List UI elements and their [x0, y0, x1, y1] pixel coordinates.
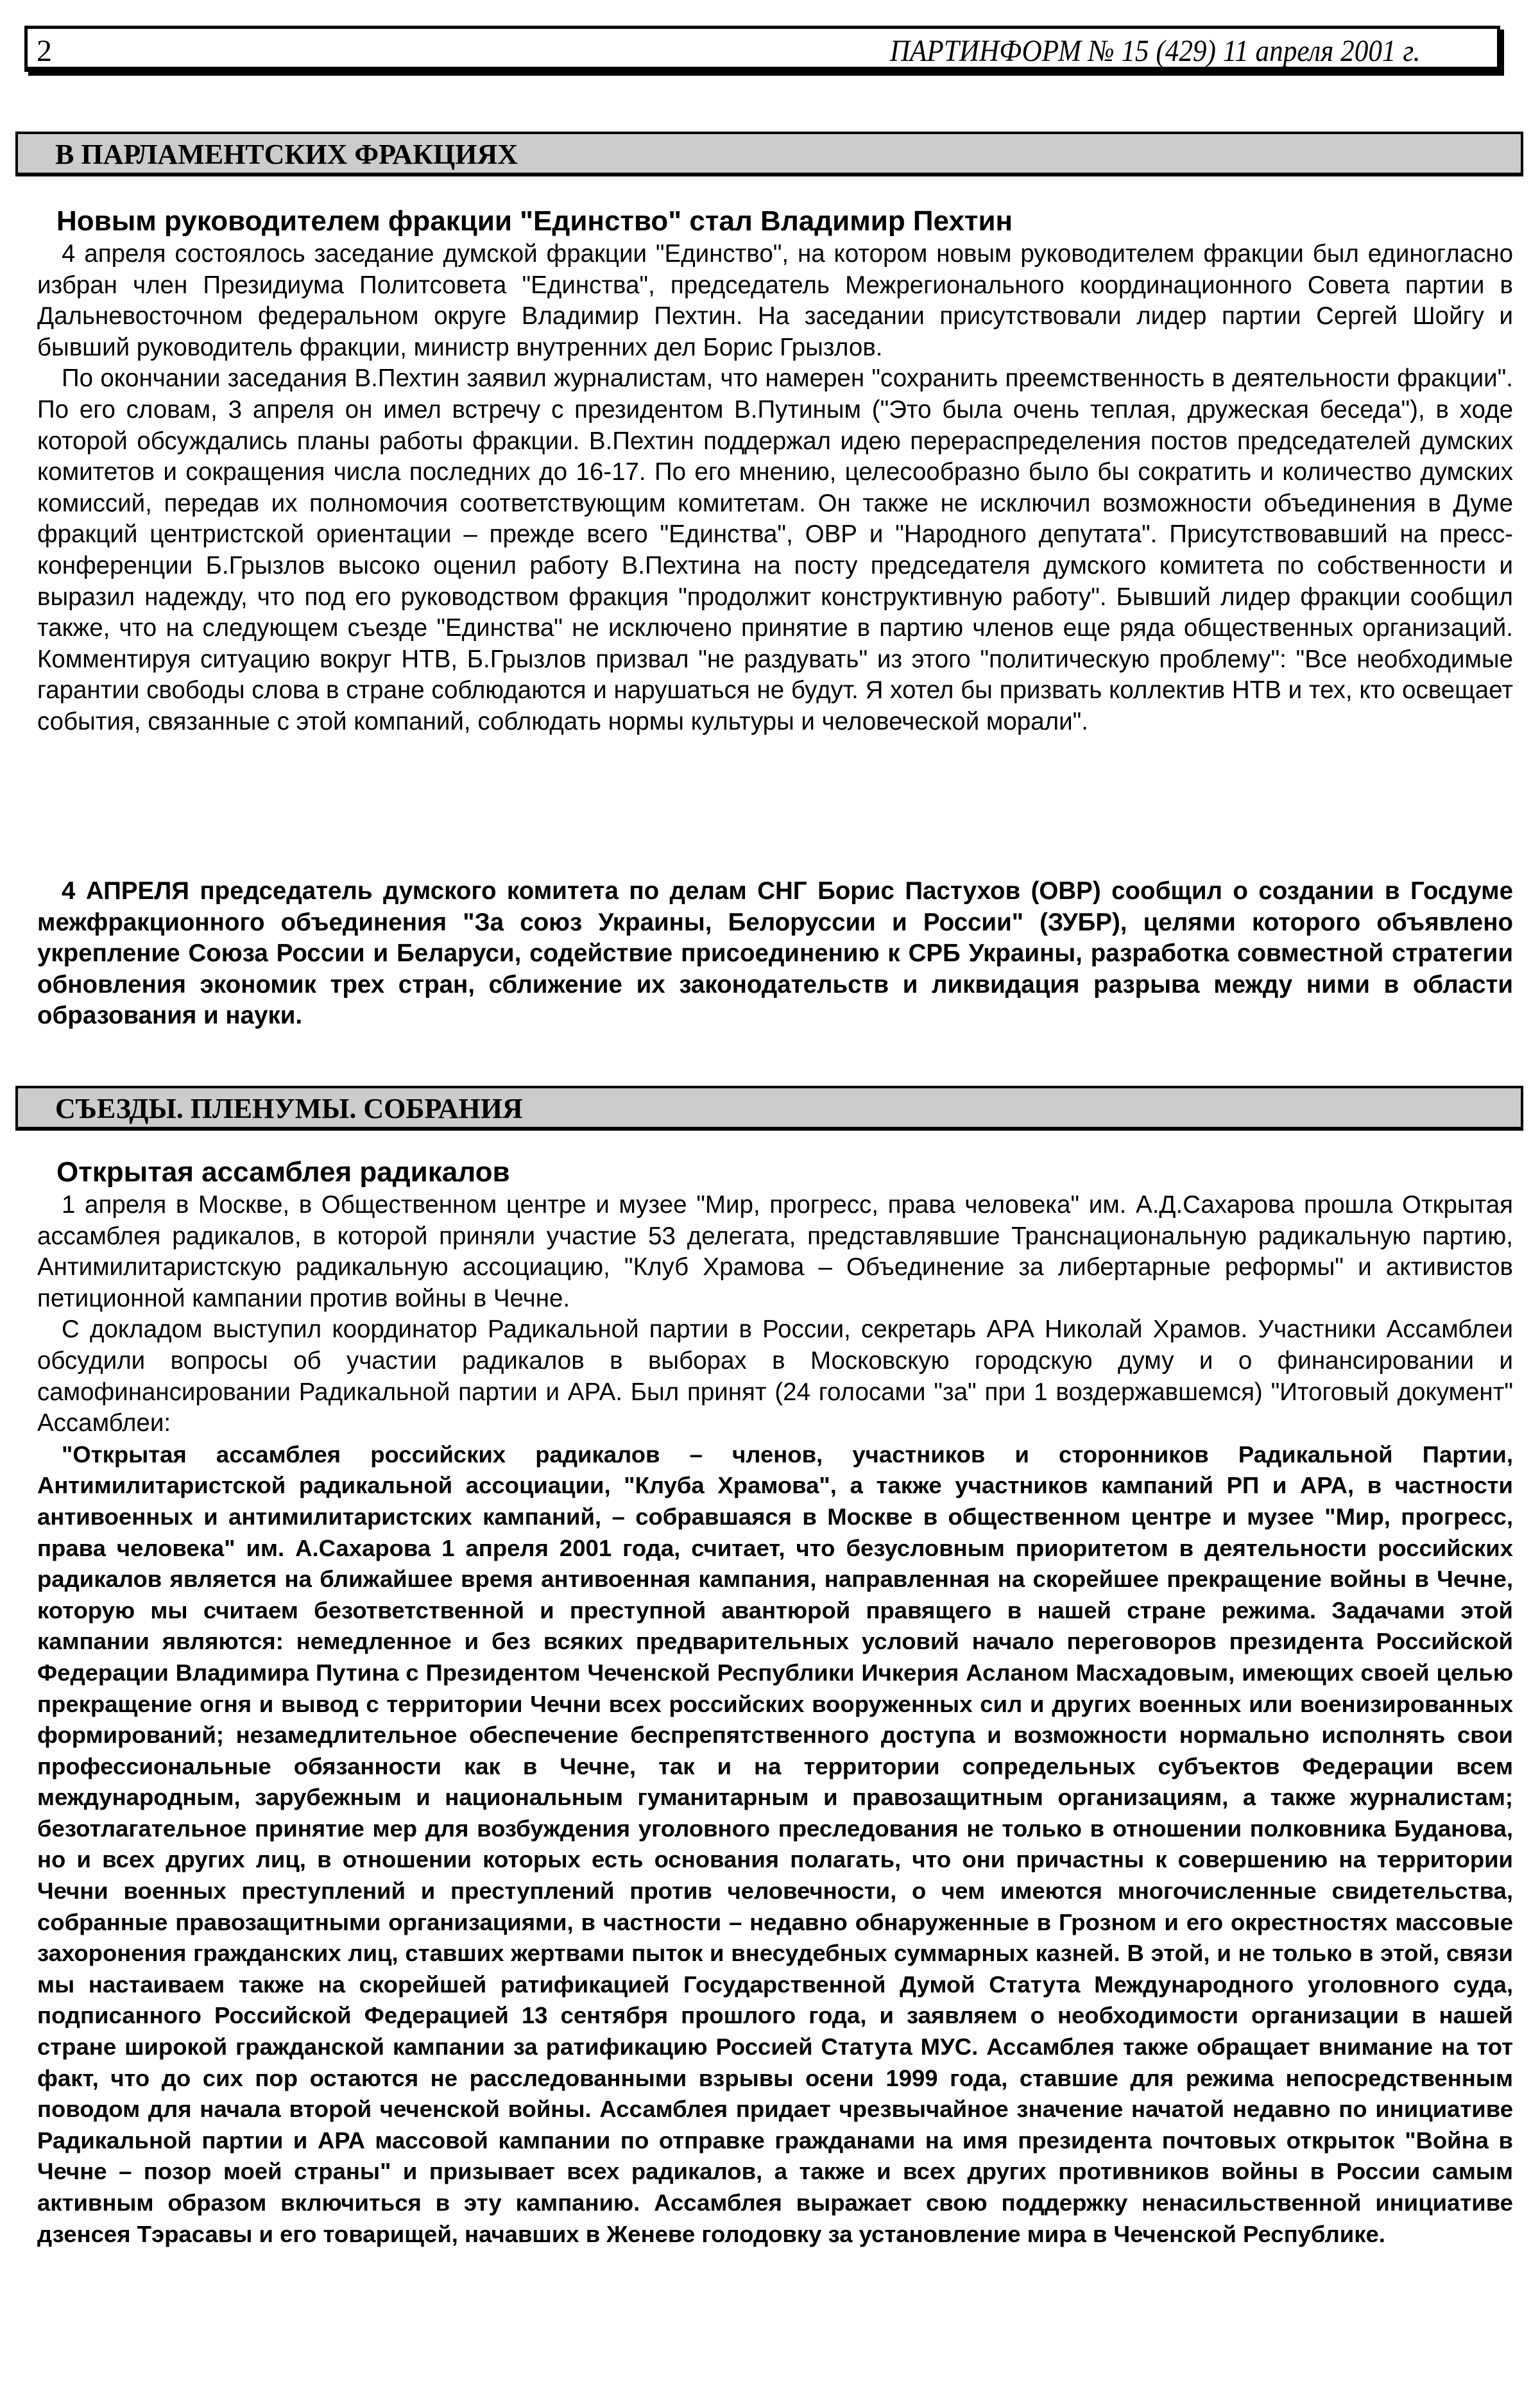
page-header	[24, 26, 1500, 72]
article-paragraph: По окончании заседания В.Пехтин заявил журналистам, что намерен "сохранить преемственность в деятельности фракции". По его словам, 3 апреля он имел встречу с президентом В.Путиным ("Это была очень теплая, дружеская беседа"), в ходе которой обсуждались планы работы фракции. В.Пехтин поддержал идею перераспределения постов председателей думских комитетов и сокращения числа последних до 16-17. По его мнению, целесообразно было бы сократить и количество думских комиссий, передав их полномочия соответствующим комитетам. Он также не исключил возможности объединения в Думе фракций центристской ориентации – прежде всего "Единства", ОВР и "Народного депутата". Присутствовавший на пресс-конференции Б.Грызлов высоко оценил работу В.Пехтина на посту председателя думского комитета по собственности и выразил надежду, что под его руководством фракция "продолжит конструктивную работу". Бывший лидер фракции сообщил также, что на следующем съезде "Единства" не исключено принятие в партию членов еще ряда общественных организаций. Комментируя ситуацию вокруг НТВ, Б.Грызлов призвал "не раздувать" из этого "политическую проблему": "Все необходимые гарантии свободы слова в стране соблюдаются и нарушаться не будут. Я хотел бы призвать коллектив НТВ и тех, кто освещает события, связанные с этой компаний, соблюдать нормы культуры и человеческой морали".	[37, 364, 1513, 735]
issue-title: ПАРТИНФОРМ № 15 (429) 11 апреля 2001 г.	[889, 34, 1420, 68]
section-header-congresses	[15, 1086, 1523, 1131]
section-title: СЪЕЗДЫ. ПЛЕНУМЫ. СОБРАНИЯ	[55, 1093, 523, 1124]
page-number: 2	[37, 34, 52, 68]
article-paragraph: 1 апреля в Москве, в Общественном центре и музее "Мир, прогресс, права человека" им. А.Д.Сахарова прошла Открытая ассамблея радикалов, в которой приняли участие 53 делегата, представлявшие Транснациональную радикальную партию, Антимилитаристскую радикальную ассоциацию, "Клуб Храмова – Объединение за либертарные реформы" и активистов петиционной кампании против войны в Чечне.	[37, 1191, 1513, 1312]
article-paragraph: 4 апреля состоялось заседание думской фракции "Единство", на котором новым руководителем фракции был единогласно избран член Президиума Политсовета "Единства", председатель Межрегионального координационного Совета партии в Дальневосточном федеральном округе Владимир Пехтин. На заседании присутствовали лидер партии Сергей Шойгу и бывший руководитель фракции, министр внутренних дел Борис Грызлов.	[37, 240, 1513, 361]
news-item-zubr	[37, 876, 1513, 1032]
section-header-parliament	[15, 132, 1523, 176]
article-headline: Новым руководителем фракции "Единство" стал Владимир Пехтин	[56, 205, 1013, 237]
article-pekhtin	[37, 204, 1513, 738]
article-radicals-assembly	[37, 1155, 1513, 2250]
article-paragraph: С докладом выступил координатор Радикальной партии в России, секретарь АРА Николай Храмов. Участники Ассамблеи обсудили вопросы об участии радикалов в выборах в Московскую городскую думу и о финансировании и самофинансировании Радикальной партии и АРА. Был принят (24 голосами "за" при 1 воздержавшемся) "Итоговый документ" Ассамблеи:	[37, 1315, 1513, 1437]
article-headline: Открытая ассамблея радикалов	[56, 1156, 510, 1188]
final-document-quote: "Открытая ассамблея российских радикалов – членов, участников и сторонников Радикальной Партии, Антимилитаристской радикальной ассоциации, "Клуба Храмова", а также участников кампаний РП и АРА, в частности антивоенных и антимилитаристских кампаний, – собравшаяся в Москве в общественном центре и музее "Мир, прогресс, права человека" им. А.Сахарова 1 апреля 2001 года, считает, что безусловным приоритетом в деятельности российских радикалов является на ближайшее время антивоенная кампания, направленная на скорейшее прекращение войны в Чечне, которую мы считаем безответственной и преступной авантюрой правящего в нашей стране режима. Задачами этой кампании являются: немедленное и без всяких предварительных условий начало переговоров президента Российской Федерации Владимира Путина с Президентом Чеченской Республики Ичкерия Асланом Масхадовым, имеющих своей целью прекращение огня и вывод с территории Чечни всех российских вооруженных сил и других военных или военизированных формирований; незамедлительное обеспечение беспрепятственного доступа и возможности нормально исполнять свои профессиональные обязанности как в Чечне, так и на территории сопредельных субъектов Федерации всем международным, зарубежным и национальным гуманитарным и правозащитным организациям, а также журналистам; безотлагательное принятие мер для возбуждения уголовного преследования не только в отношении полковника Буданова, но и всех других лиц, в отношении которых есть основания полагать, что они причастны к совершению на территории Чечни военных преступлений и преступлений против человечности, о чем имеются многочисленные свидетельства, собранные правозащитными организациями, в частности – недавно обнаруженные в Грозном и его окрестностях массовые захоронения гражданских лиц, ставших жертвами пыток и внесудебных суммарных казней. В этой, и не только в этой, связи мы настаиваем также на скорейшей ратификацией Государственной Думой Статута Международного уголовного суда, подписанного Российской Федерацией 13 сентября прошлого года, и заявляем о необходимости организации в нашей стране широкой гражданской кампании за ратификацию Россией Статута МУС. Ассамблея также обращает внимание на тот факт, что до сих пор остаются не расследованными взрывы осени 1999 года, ставшие для режима непосредственным поводом для начала второй чеченской войны. Ассамблея придает чрезвычайное значение начатой недавно по инициативе Радикальной партии и АРА массовой кампании по отправке гражданами на имя президента почтовых открыток "Война в Чечне – позор моей страны" и призывает всех радикалов, а также и всех других противников войны в России самым активным образом включиться в эту кампанию. Ассамблея выражает свою поддержку ненасильственной инициативе дзенсея Тэрасавы и его товарищей, начавших в Женеве голодовку за установление мира в Чеченской Республике.	[37, 1441, 1513, 2247]
news-item-text: 4 АПРЕЛЯ председатель думского комитета по делам СНГ Борис Пастухов (ОВР) сообщил о создании в Госдуме межфракционного объединения "За союз Украины, Белоруссии и России" (ЗУБР), целями которого объявлено укрепление Союза России и Беларуси, содействие присоединению к СРБ Украины, разработка совместной стратегии обновления экономик трех стран, сближение их законодательств и ликвидация разрыва между ними в области образования и науки.	[37, 877, 1513, 1030]
section-title: В ПАРЛАМЕНТСКИХ ФРАКЦИЯХ	[55, 139, 518, 170]
